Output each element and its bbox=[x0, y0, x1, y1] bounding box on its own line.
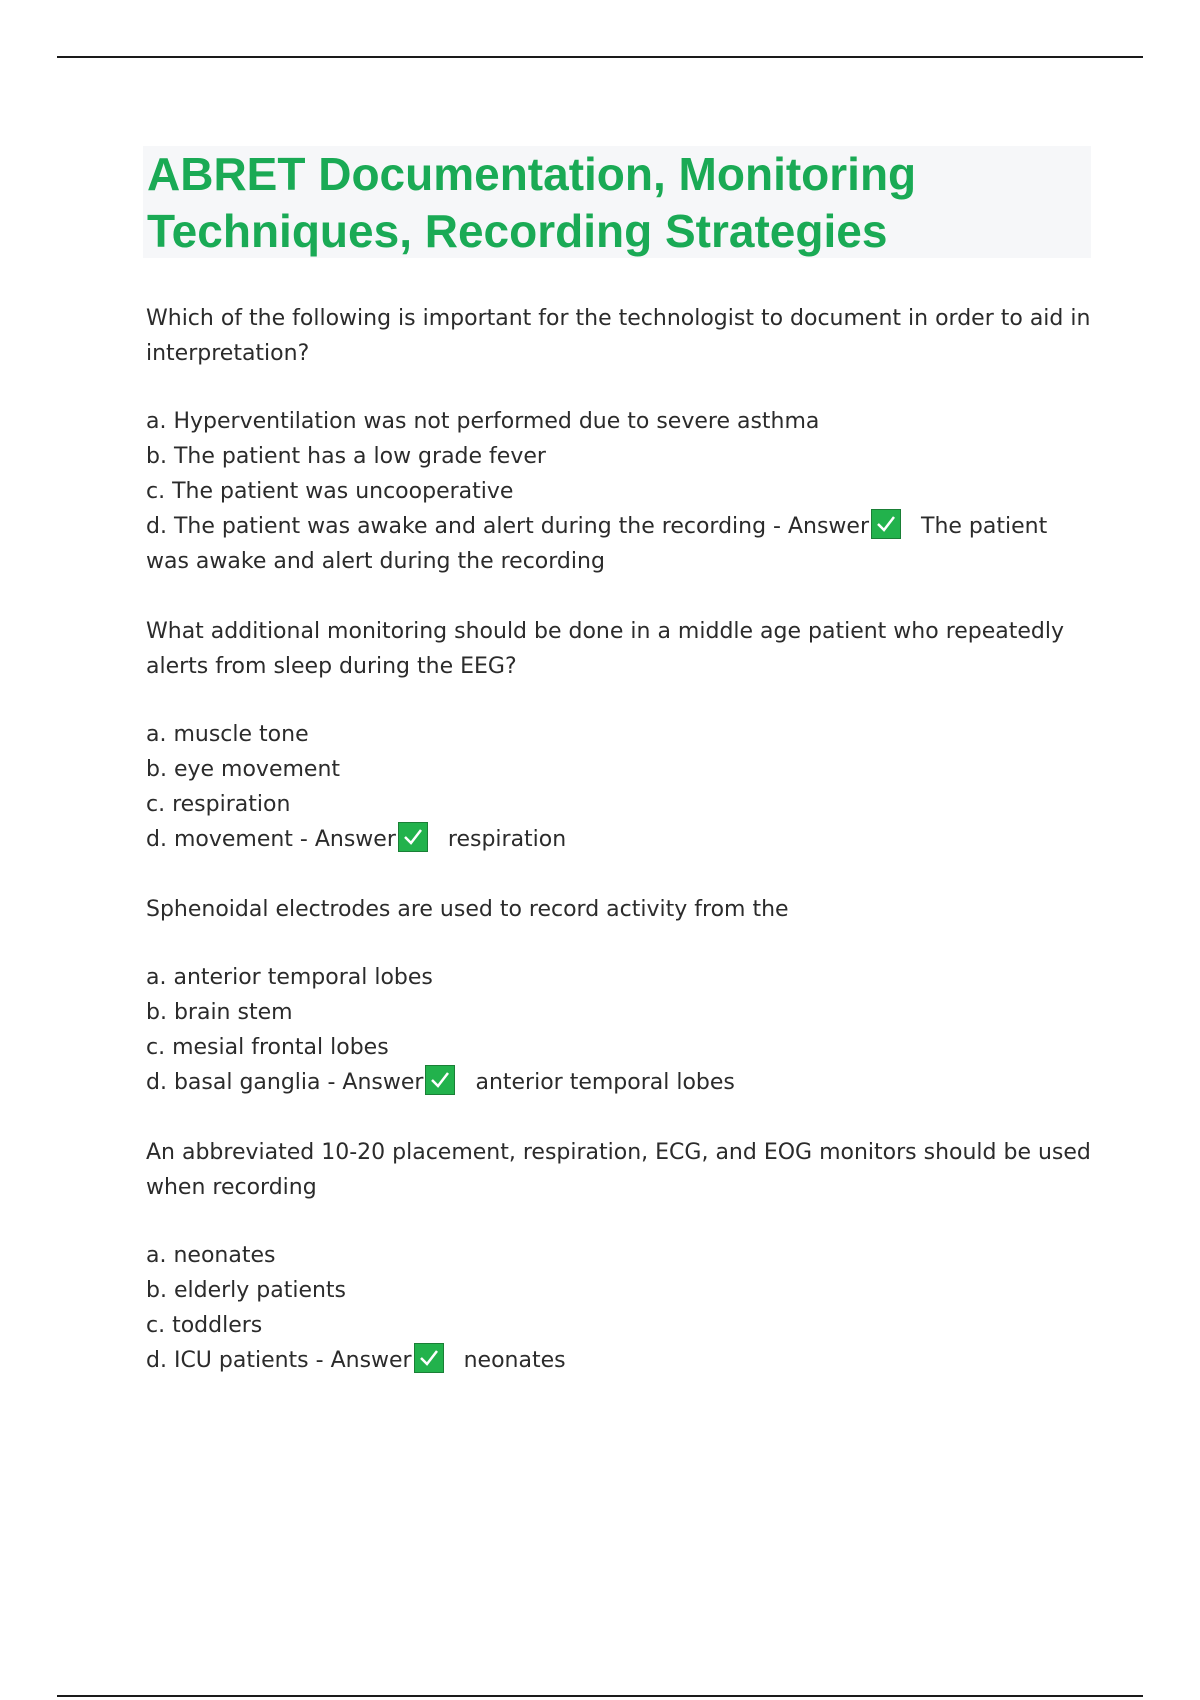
check-mark-icon bbox=[414, 1343, 444, 1373]
check-mark-icon bbox=[425, 1065, 455, 1095]
question-text: Which of the following is important for the technologist to document in order to aid in interpretation? bbox=[146, 306, 1091, 366]
answer-text: The patient was awake and alert during the recording bbox=[146, 514, 1048, 574]
option-d-with-answer bbox=[146, 1343, 1096, 1378]
option-d: d. basal ganglia - Answer bbox=[146, 1070, 424, 1095]
option-a: a. muscle tone bbox=[146, 722, 309, 747]
option-d-with-answer bbox=[146, 1065, 1096, 1100]
answer-text: respiration bbox=[447, 827, 567, 852]
option-d-with-answer bbox=[146, 509, 1096, 579]
option-d: d. ICU patients - Answer bbox=[146, 1348, 412, 1373]
bottom-rule bbox=[57, 1695, 1143, 1697]
answer-text: neonates bbox=[463, 1348, 566, 1373]
option-c: c. The patient was uncooperative bbox=[146, 479, 514, 504]
option-c: c. mesial frontal lobes bbox=[146, 1035, 389, 1060]
question-block bbox=[146, 614, 1096, 857]
question-text: What additional monitoring should be done in a middle age patient who repeatedly alerts from sleep during the EEG? bbox=[146, 619, 1065, 679]
check-mark-icon bbox=[398, 822, 428, 852]
option-b: b. brain stem bbox=[146, 1000, 293, 1025]
check-mark-icon bbox=[871, 509, 901, 539]
question-list bbox=[146, 301, 1096, 1413]
option-a: a. anterior temporal lobes bbox=[146, 965, 433, 990]
question-text: An abbreviated 10-20 placement, respiration, ECG, and EOG monitors should be used when recording bbox=[146, 1140, 1091, 1200]
document-title: ABRET Documentation, Monitoring Techniques, Recording Strategies bbox=[147, 148, 917, 257]
question-text: Sphenoidal electrodes are used to record activity from the bbox=[146, 897, 789, 922]
answer-text: anterior temporal lobes bbox=[475, 1070, 735, 1095]
option-b: b. The patient has a low grade fever bbox=[146, 444, 546, 469]
option-d-with-answer bbox=[146, 822, 1096, 857]
option-b: b. elderly patients bbox=[146, 1278, 347, 1303]
option-b: b. eye movement bbox=[146, 757, 341, 782]
question-block bbox=[146, 1135, 1096, 1378]
question-block bbox=[146, 892, 1096, 1100]
option-d: d. The patient was awake and alert during the recording - Answer bbox=[146, 514, 870, 539]
top-rule bbox=[57, 56, 1143, 58]
option-a: a. neonates bbox=[146, 1243, 276, 1268]
option-c: c. toddlers bbox=[146, 1313, 263, 1338]
option-a: a. Hyperventilation was not performed due to severe asthma bbox=[146, 409, 820, 434]
option-d: d. movement - Answer bbox=[146, 827, 396, 852]
option-c: c. respiration bbox=[146, 792, 291, 817]
question-block bbox=[146, 301, 1096, 579]
